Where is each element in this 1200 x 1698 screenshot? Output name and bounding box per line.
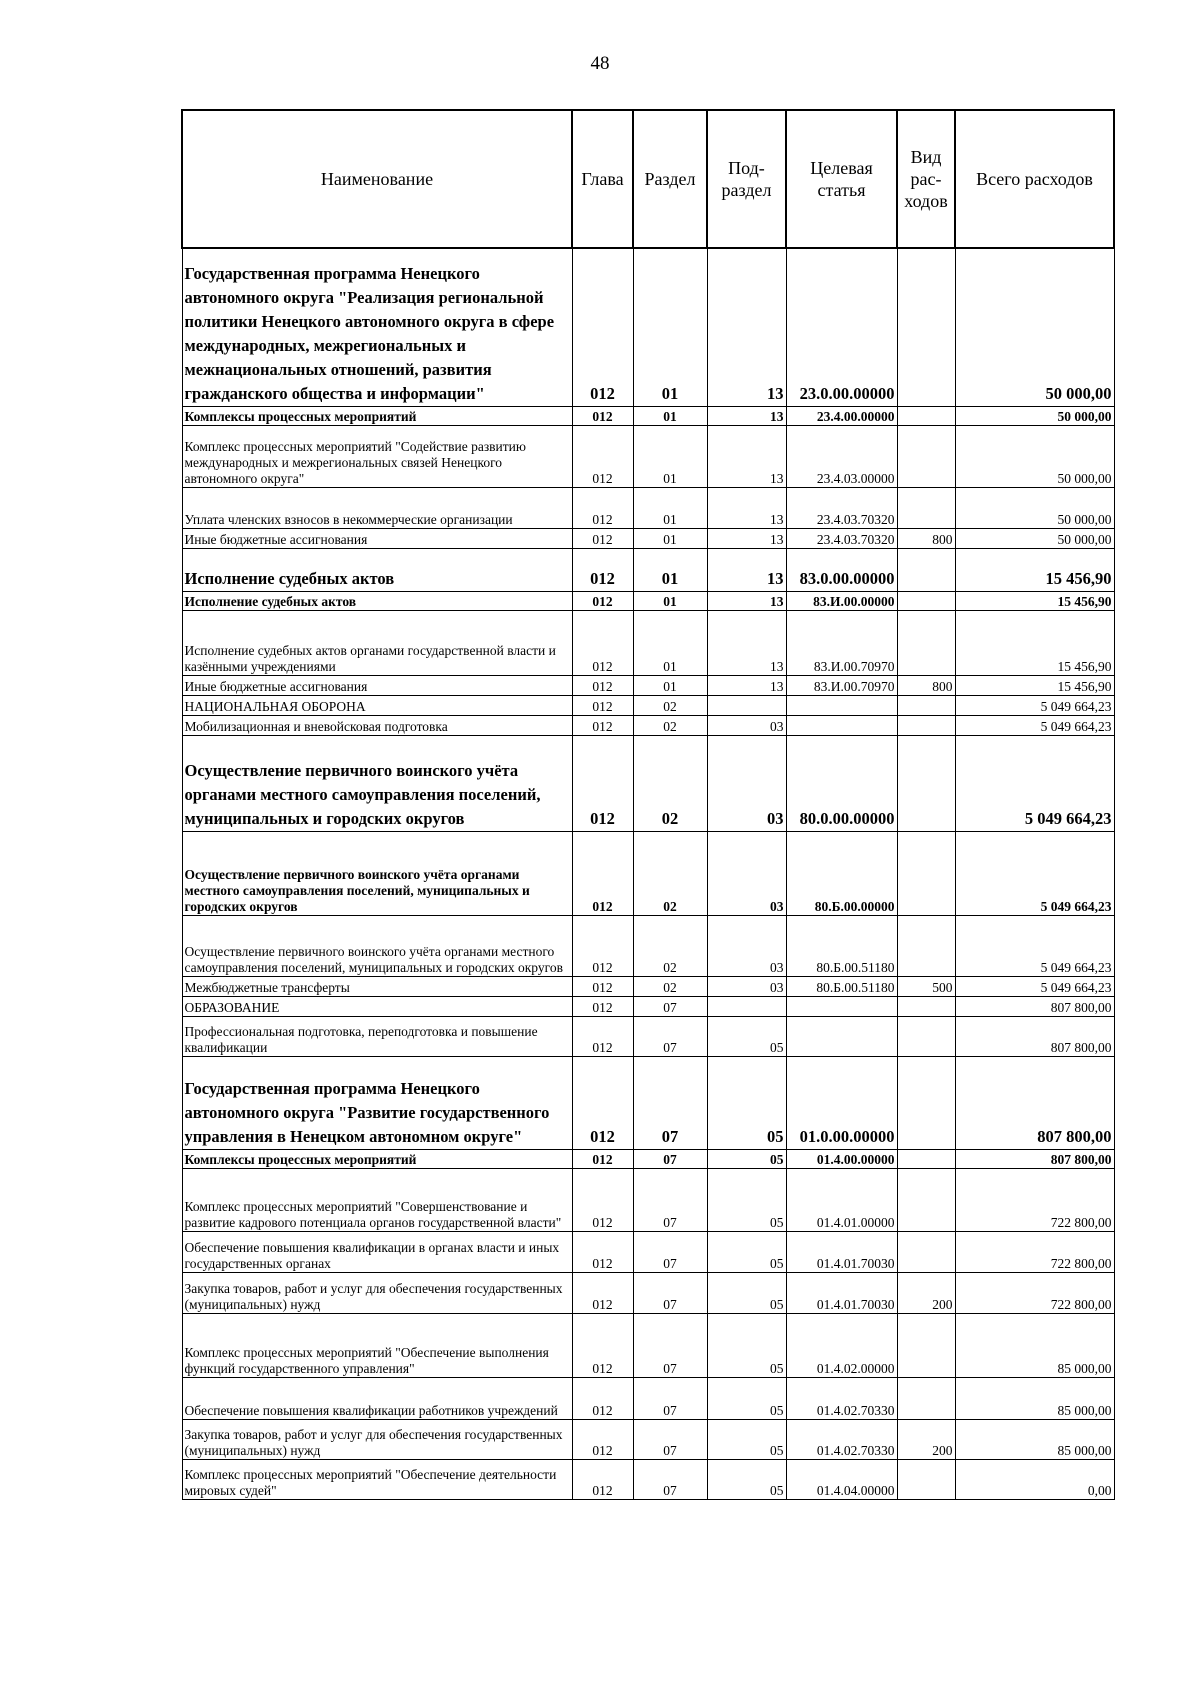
cell-podrazdel: 05	[707, 1377, 786, 1419]
cell-glava: 012	[572, 735, 633, 831]
table-header-row	[182, 110, 1114, 248]
table-row	[182, 1419, 1114, 1459]
cell-name: Профессиональная подготовка, переподготовка и повышение квалификации	[182, 1016, 572, 1056]
header-podrazdel: Под- раздел	[707, 110, 786, 248]
cell-name: Исполнение судебных актов	[182, 548, 572, 591]
cell-total: 807 800,00	[955, 996, 1114, 1016]
cell-podrazdel: 13	[707, 610, 786, 675]
cell-vid	[897, 1377, 955, 1419]
cell-razdel: 02	[633, 735, 707, 831]
cell-razdel: 01	[633, 675, 707, 695]
cell-name: ОБРАЗОВАНИЕ	[182, 996, 572, 1016]
cell-statya: 23.4.00.00000	[786, 406, 897, 425]
table-row	[182, 715, 1114, 735]
cell-podrazdel: 03	[707, 915, 786, 976]
cell-vid	[897, 831, 955, 915]
cell-statya: 01.4.02.00000	[786, 1313, 897, 1377]
cell-vid: 800	[897, 528, 955, 548]
cell-total: 0,00	[955, 1459, 1114, 1499]
cell-total: 722 800,00	[955, 1272, 1114, 1313]
cell-statya: 80.Б.00.00000	[786, 831, 897, 915]
cell-vid	[897, 487, 955, 528]
cell-vid: 500	[897, 976, 955, 996]
table-row	[182, 1272, 1114, 1313]
cell-statya: 01.4.02.70330	[786, 1377, 897, 1419]
table-row	[182, 248, 1114, 406]
header-razdel: Раздел	[633, 110, 707, 248]
cell-vid	[897, 695, 955, 715]
cell-razdel: 07	[633, 1016, 707, 1056]
table-row	[182, 1459, 1114, 1499]
cell-podrazdel: 05	[707, 1459, 786, 1499]
cell-name: Государственная программа Ненецкого автономного округа "Реализация региональной политики Ненецкого автономного округа в сфере международных, межрегиональных и межнациональных отношений, развития гражданского общества и информации"	[182, 248, 572, 406]
cell-total: 5 049 664,23	[955, 831, 1114, 915]
cell-name: Иные бюджетные ассигнования	[182, 675, 572, 695]
cell-total: 5 049 664,23	[955, 915, 1114, 976]
cell-glava: 012	[572, 1231, 633, 1272]
cell-statya: 23.0.00.00000	[786, 248, 897, 406]
cell-razdel: 02	[633, 976, 707, 996]
cell-vid	[897, 425, 955, 487]
table-row	[182, 591, 1114, 610]
table-row	[182, 610, 1114, 675]
cell-vid	[897, 248, 955, 406]
cell-podrazdel: 05	[707, 1168, 786, 1231]
table-row	[182, 487, 1114, 528]
cell-razdel: 01	[633, 591, 707, 610]
cell-name: НАЦИОНАЛЬНАЯ ОБОРОНА	[182, 695, 572, 715]
cell-total: 85 000,00	[955, 1419, 1114, 1459]
cell-glava: 012	[572, 248, 633, 406]
cell-name: Комплекс процессных мероприятий "Обеспечение деятельности мировых судей"	[182, 1459, 572, 1499]
cell-total: 807 800,00	[955, 1016, 1114, 1056]
header-glava: Глава	[572, 110, 633, 248]
cell-podrazdel: 13	[707, 675, 786, 695]
cell-glava: 012	[572, 591, 633, 610]
cell-razdel: 02	[633, 915, 707, 976]
cell-glava: 012	[572, 610, 633, 675]
cell-total: 5 049 664,23	[955, 695, 1114, 715]
cell-name: Закупка товаров, работ и услуг для обеспечения государственных (муниципальных) нужд	[182, 1419, 572, 1459]
table-row	[182, 1231, 1114, 1272]
cell-name: Комплекс процессных мероприятий "Совершенствование и развитие кадрового потенциала органов государственной власти"	[182, 1168, 572, 1231]
cell-glava: 012	[572, 996, 633, 1016]
cell-statya	[786, 715, 897, 735]
cell-vid: 800	[897, 675, 955, 695]
cell-total: 15 456,90	[955, 610, 1114, 675]
cell-name: Комплексы процессных мероприятий	[182, 406, 572, 425]
page-number: 48	[590, 53, 610, 74]
table-body	[182, 248, 1114, 1499]
cell-name: Исполнение судебных актов органами государственной власти и казёнными учреждениями	[182, 610, 572, 675]
cell-name: Государственная программа Ненецкого автономного округа "Развитие государственного управления в Ненецком автономном округе"	[182, 1056, 572, 1149]
cell-total: 50 000,00	[955, 487, 1114, 528]
cell-statya: 83.И.00.00000	[786, 591, 897, 610]
cell-glava: 012	[572, 425, 633, 487]
cell-statya: 23.4.03.70320	[786, 528, 897, 548]
cell-vid	[897, 715, 955, 735]
cell-razdel: 07	[633, 1419, 707, 1459]
cell-glava: 012	[572, 715, 633, 735]
cell-total: 15 456,90	[955, 548, 1114, 591]
table-row	[182, 976, 1114, 996]
cell-total: 5 049 664,23	[955, 976, 1114, 996]
cell-podrazdel: 03	[707, 735, 786, 831]
cell-glava: 012	[572, 695, 633, 715]
header-statya: Целевая статья	[786, 110, 897, 248]
cell-total: 722 800,00	[955, 1168, 1114, 1231]
cell-podrazdel: 05	[707, 1313, 786, 1377]
cell-podrazdel: 13	[707, 548, 786, 591]
cell-razdel: 02	[633, 715, 707, 735]
cell-razdel: 07	[633, 1272, 707, 1313]
cell-vid	[897, 1313, 955, 1377]
cell-glava: 012	[572, 487, 633, 528]
cell-glava: 012	[572, 1313, 633, 1377]
cell-name: Мобилизационная и вневойсковая подготовка	[182, 715, 572, 735]
table-row	[182, 735, 1114, 831]
cell-statya: 01.4.00.00000	[786, 1149, 897, 1168]
cell-glava: 012	[572, 406, 633, 425]
cell-vid	[897, 1016, 955, 1056]
cell-name: Обеспечение повышения квалификации работников учреждений	[182, 1377, 572, 1419]
cell-name: Уплата членских взносов в некоммерческие организации	[182, 487, 572, 528]
table-row	[182, 528, 1114, 548]
cell-vid	[897, 1149, 955, 1168]
table-row	[182, 675, 1114, 695]
cell-razdel: 07	[633, 996, 707, 1016]
cell-razdel: 07	[633, 1056, 707, 1149]
cell-razdel: 01	[633, 528, 707, 548]
budget-table	[181, 109, 1115, 1500]
cell-statya	[786, 996, 897, 1016]
cell-statya: 01.0.00.00000	[786, 1056, 897, 1149]
cell-statya: 01.4.02.70330	[786, 1419, 897, 1459]
cell-podrazdel	[707, 996, 786, 1016]
cell-razdel: 01	[633, 248, 707, 406]
cell-name: Закупка товаров, работ и услуг для обеспечения государственных (муниципальных) нужд	[182, 1272, 572, 1313]
cell-statya: 23.4.03.00000	[786, 425, 897, 487]
cell-name: Осуществление первичного воинского учёта органами местного самоуправления поселений, муниципальных и городских округов	[182, 915, 572, 976]
table-row	[182, 695, 1114, 715]
cell-vid	[897, 735, 955, 831]
table-row	[182, 406, 1114, 425]
cell-name: Обеспечение повышения квалификации в органах власти и иных государственных органах	[182, 1231, 572, 1272]
cell-name: Осуществление первичного воинского учёта органами местного самоуправления поселений, муниципальных и городских округов	[182, 735, 572, 831]
cell-podrazdel: 05	[707, 1272, 786, 1313]
cell-razdel: 07	[633, 1168, 707, 1231]
cell-glava: 012	[572, 1149, 633, 1168]
cell-podrazdel: 05	[707, 1149, 786, 1168]
cell-glava: 012	[572, 831, 633, 915]
table-row	[182, 548, 1114, 591]
cell-vid	[897, 915, 955, 976]
table-row	[182, 996, 1114, 1016]
cell-vid	[897, 591, 955, 610]
cell-total: 722 800,00	[955, 1231, 1114, 1272]
cell-name: Комплекс процессных мероприятий "Содействие развитию международных и межрегиональных связей Ненецкого автономного округа"	[182, 425, 572, 487]
cell-razdel: 02	[633, 695, 707, 715]
cell-razdel: 01	[633, 406, 707, 425]
cell-podrazdel: 13	[707, 528, 786, 548]
cell-glava: 012	[572, 675, 633, 695]
table-row	[182, 1056, 1114, 1149]
cell-statya: 01.4.01.70030	[786, 1272, 897, 1313]
cell-razdel: 07	[633, 1149, 707, 1168]
cell-total: 5 049 664,23	[955, 715, 1114, 735]
cell-razdel: 07	[633, 1231, 707, 1272]
table-row	[182, 1016, 1114, 1056]
cell-podrazdel: 05	[707, 1056, 786, 1149]
cell-vid	[897, 1231, 955, 1272]
table-row	[182, 1313, 1114, 1377]
cell-glava: 012	[572, 528, 633, 548]
cell-vid	[897, 996, 955, 1016]
cell-razdel: 07	[633, 1313, 707, 1377]
cell-name: Комплекс процессных мероприятий "Обеспечение выполнения функций государственного управления"	[182, 1313, 572, 1377]
cell-razdel: 01	[633, 548, 707, 591]
cell-podrazdel: 13	[707, 406, 786, 425]
cell-name: Комплексы процессных мероприятий	[182, 1149, 572, 1168]
cell-glava: 012	[572, 915, 633, 976]
cell-statya: 01.4.01.70030	[786, 1231, 897, 1272]
cell-vid	[897, 610, 955, 675]
cell-glava: 012	[572, 548, 633, 591]
cell-statya: 83.И.00.70970	[786, 675, 897, 695]
header-name: Наименование	[182, 110, 572, 248]
cell-razdel: 07	[633, 1459, 707, 1499]
cell-total: 807 800,00	[955, 1056, 1114, 1149]
cell-name: Межбюджетные трансферты	[182, 976, 572, 996]
cell-total: 5 049 664,23	[955, 735, 1114, 831]
cell-glava: 012	[572, 1459, 633, 1499]
cell-vid	[897, 1459, 955, 1499]
cell-statya	[786, 1016, 897, 1056]
cell-statya: 23.4.03.70320	[786, 487, 897, 528]
cell-statya: 80.Б.00.51180	[786, 976, 897, 996]
cell-statya: 83.И.00.70970	[786, 610, 897, 675]
cell-vid	[897, 406, 955, 425]
cell-vid	[897, 1056, 955, 1149]
cell-podrazdel: 13	[707, 487, 786, 528]
cell-podrazdel: 13	[707, 425, 786, 487]
cell-total: 15 456,90	[955, 591, 1114, 610]
cell-statya: 01.4.04.00000	[786, 1459, 897, 1499]
cell-glava: 012	[572, 1272, 633, 1313]
cell-razdel: 01	[633, 487, 707, 528]
table-row	[182, 831, 1114, 915]
cell-name: Иные бюджетные ассигнования	[182, 528, 572, 548]
cell-total: 85 000,00	[955, 1377, 1114, 1419]
cell-vid: 200	[897, 1419, 955, 1459]
cell-statya: 80.0.00.00000	[786, 735, 897, 831]
cell-podrazdel: 05	[707, 1419, 786, 1459]
cell-total: 15 456,90	[955, 675, 1114, 695]
cell-total: 85 000,00	[955, 1313, 1114, 1377]
table-row	[182, 915, 1114, 976]
cell-statya: 80.Б.00.51180	[786, 915, 897, 976]
cell-total: 50 000,00	[955, 425, 1114, 487]
cell-podrazdel: 13	[707, 591, 786, 610]
cell-name: Исполнение судебных актов	[182, 591, 572, 610]
cell-podrazdel: 03	[707, 976, 786, 996]
cell-total: 50 000,00	[955, 528, 1114, 548]
cell-podrazdel: 03	[707, 715, 786, 735]
table-row	[182, 1377, 1114, 1419]
table-row	[182, 425, 1114, 487]
cell-podrazdel: 13	[707, 248, 786, 406]
cell-vid: 200	[897, 1272, 955, 1313]
table-row	[182, 1168, 1114, 1231]
cell-vid	[897, 548, 955, 591]
header-total: Всего расходов	[955, 110, 1114, 248]
cell-podrazdel	[707, 695, 786, 715]
cell-statya	[786, 695, 897, 715]
cell-total: 807 800,00	[955, 1149, 1114, 1168]
cell-total: 50 000,00	[955, 248, 1114, 406]
header-vid: Вид рас- ходов	[897, 110, 955, 248]
cell-glava: 012	[572, 1419, 633, 1459]
cell-podrazdel: 03	[707, 831, 786, 915]
cell-glava: 012	[572, 976, 633, 996]
cell-razdel: 01	[633, 610, 707, 675]
cell-podrazdel: 05	[707, 1016, 786, 1056]
cell-vid	[897, 1168, 955, 1231]
cell-statya: 01.4.01.00000	[786, 1168, 897, 1231]
cell-statya: 83.0.00.00000	[786, 548, 897, 591]
cell-podrazdel: 05	[707, 1231, 786, 1272]
cell-glava: 012	[572, 1377, 633, 1419]
cell-glava: 012	[572, 1168, 633, 1231]
cell-glava: 012	[572, 1056, 633, 1149]
table-row	[182, 1149, 1114, 1168]
cell-razdel: 02	[633, 831, 707, 915]
cell-razdel: 01	[633, 425, 707, 487]
cell-glava: 012	[572, 1016, 633, 1056]
cell-razdel: 07	[633, 1377, 707, 1419]
cell-name: Осуществление первичного воинского учёта органами местного самоуправления поселений, муниципальных и городских округов	[182, 831, 572, 915]
cell-total: 50 000,00	[955, 406, 1114, 425]
